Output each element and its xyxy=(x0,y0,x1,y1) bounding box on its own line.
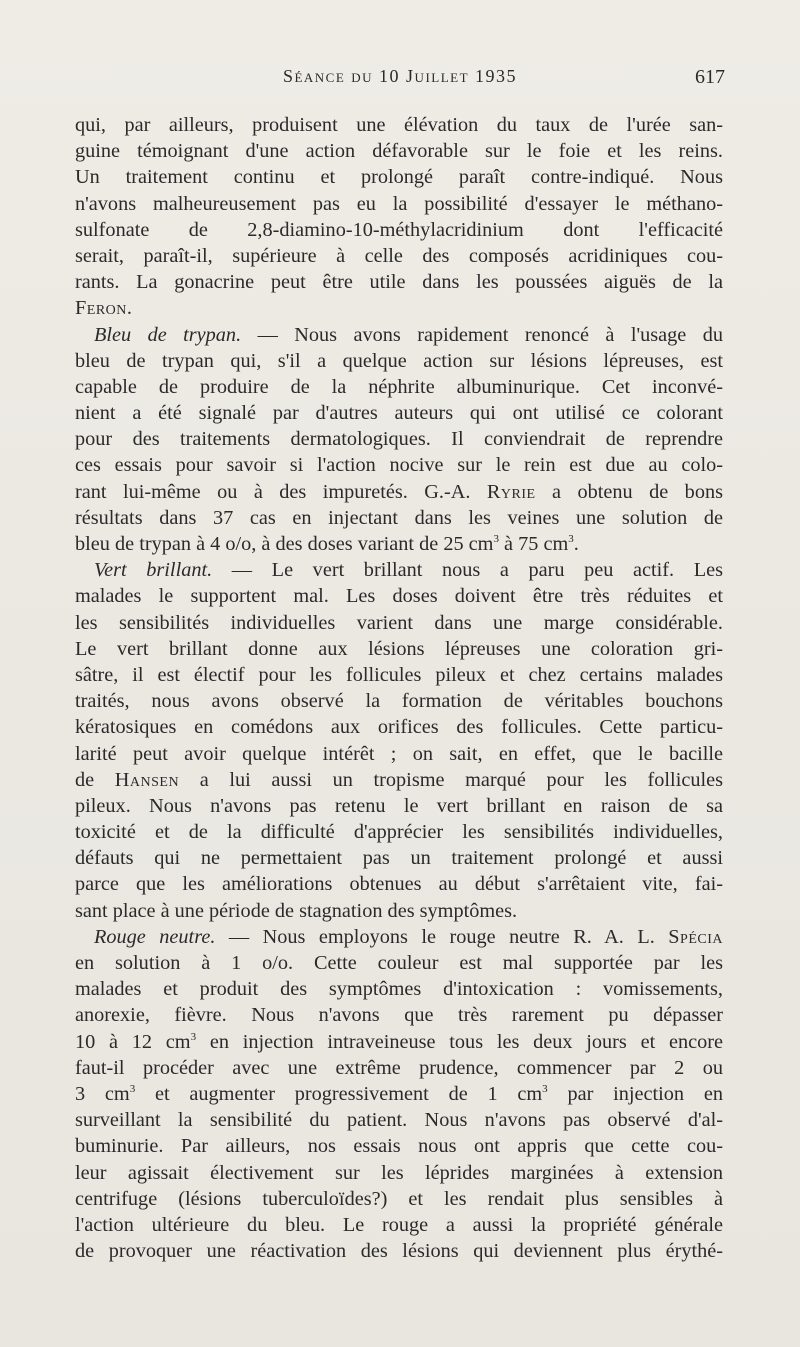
text-line: Vert brillant. — Le vert brillant nous a paru peu actif. Les xyxy=(94,559,723,582)
text-line: 10 à 12 $cm^3$ en injection intraveineuse tous les deux jours et encore xyxy=(75,1030,723,1053)
text-line: bleu de trypan à 4 o/o, à des doses variant de 25 $cm^3$ à 75 $cm^3$. xyxy=(75,533,579,555)
text-line: les sensibilités individuelles varient dans une marge considérable. xyxy=(75,611,723,634)
text-line: malades et produit des symptômes d'intoxication : vomissements, xyxy=(75,978,723,1001)
section-heading-vert-brillant: Vert brillant. xyxy=(94,559,213,582)
section-heading-rouge-neutre: Rouge neutre. xyxy=(94,925,216,948)
text-line: qui, par ailleurs, produisent une élévation du taux de l'urée san- xyxy=(75,114,723,136)
text-line: bleu de trypan qui, s'il a quelque action sur lésions lépreuses, est xyxy=(75,349,723,372)
text-line: sâtre, il est électif pour les follicules pileux et chez certains malades xyxy=(75,663,723,686)
text-line: Feron. xyxy=(75,297,133,320)
running-head: Séance du 10 Juillet 1935 xyxy=(282,66,518,86)
author-name: Hansen xyxy=(114,768,180,791)
text-line: de provoquer une réactivation des lésions qui deviennent plus érythé- xyxy=(75,1240,723,1263)
text-line: centrifuge (lésions tuberculoïdes?) et les rendait plus sensibles à xyxy=(75,1187,723,1210)
section-heading-bleu-de-trypan: Bleu de trypan. xyxy=(94,323,242,346)
text-line: de Hansen a lui aussi un tropisme marqué pour les follicules xyxy=(75,768,723,791)
text-line: Un traitement continu et prolongé paraît contre-indiqué. Nous xyxy=(75,166,723,189)
text-line: nient a été signalé par d'autres auteurs qui ont utilisé ce colorant xyxy=(75,402,723,425)
text-line: larité peut avoir quelque intérêt ; on sait, en effet, que le bacille xyxy=(75,742,723,765)
text-line: parce que les améliorations obtenues au début s'arrêtaient vite, fai- xyxy=(75,873,723,896)
author-name: Spécia xyxy=(668,925,723,948)
body-text xyxy=(75,112,723,1264)
text-line: n'avons malheureusement pas eu la possibilité d'essayer le méthano- xyxy=(75,192,723,215)
text-line: pour des traitements dermatologiques. Il conviendrait de reprendre xyxy=(75,428,723,451)
text-line: anorexie, fièvre. Nous n'avons que très rarement pu dépasser xyxy=(75,1004,723,1027)
text-line: l'action ultérieure du bleu. Le rouge a aussi la propriété générale xyxy=(75,1213,723,1236)
text-line: toxicité et de la difficulté d'apprécier les sensibilités individuelles, xyxy=(75,821,723,844)
author-name: Ryrie xyxy=(486,480,536,503)
text-line: ces essais pour savoir si l'action nocive sur le rein est due au colo- xyxy=(75,454,723,477)
text-line: Rouge neutre. — Nous employons le rouge neutre R. A. L. Spécia xyxy=(94,925,723,948)
text-line: traités, nous avons observé la formation de véritables bouchons xyxy=(75,690,723,713)
text-line: guine témoignant d'une action défavorable sur le foie et les reins. xyxy=(75,140,723,163)
text-line: résultats dans 37 cas en injectant dans les veines une solution de xyxy=(75,506,723,529)
text-line: serait, paraît-il, supérieure à celle des composés acridiniques cou- xyxy=(75,244,723,267)
text-line: leur agissait électivement sur les léprides marginées à extension xyxy=(75,1161,723,1184)
text-line: malades le supportent mal. Les doses doivent être très réduites et xyxy=(75,585,723,608)
text-line: 3 $cm^3$ et augmenter progressivement de 1 $cm^3$ par injection en xyxy=(75,1082,723,1105)
text-line: capable de produire de la néphrite albuminurique. Cet inconvé- xyxy=(75,375,723,398)
text-line: Bleu de trypan. — Nous avons rapidement renoncé à l'usage du xyxy=(94,323,723,346)
text-line: sant place à une période de stagnation des symptômes. xyxy=(75,899,518,922)
page-header xyxy=(75,66,725,92)
text-line: Le vert brillant donne aux lésions lépreuses une coloration gri- xyxy=(75,637,723,660)
text-line: rants. La gonacrine peut être utile dans les poussées aiguës de la xyxy=(75,271,723,294)
text-line: buminurie. Par ailleurs, nos essais nous ont appris que cette cou- xyxy=(75,1135,723,1158)
text-line: faut-il procéder avec une extrême prudence, commencer par 2 ou xyxy=(75,1056,723,1079)
text-line: kératosiques en comédons aux orifices des follicules. Cette particu- xyxy=(75,716,723,739)
text-line: surveillant la sensibilité du patient. Nous n'avons pas observé d'al- xyxy=(75,1109,723,1132)
text-line: sulfonate de 2,8-diamino-10-méthylacridinium dont l'efficacité xyxy=(75,218,723,241)
page-number: 617 xyxy=(695,66,725,88)
text-line: pileux. Nous n'avons pas retenu le vert brillant en raison de sa xyxy=(75,794,723,817)
text-line: en solution à 1 o/o. Cette couleur est mal supportée par les xyxy=(75,952,723,974)
text-line: défauts qui ne permettaient pas un traitement prolongé et aussi xyxy=(75,847,723,870)
text-line: rant lui-même ou à des impuretés. G.-A. Ryrie a obtenu de bons xyxy=(75,480,723,503)
